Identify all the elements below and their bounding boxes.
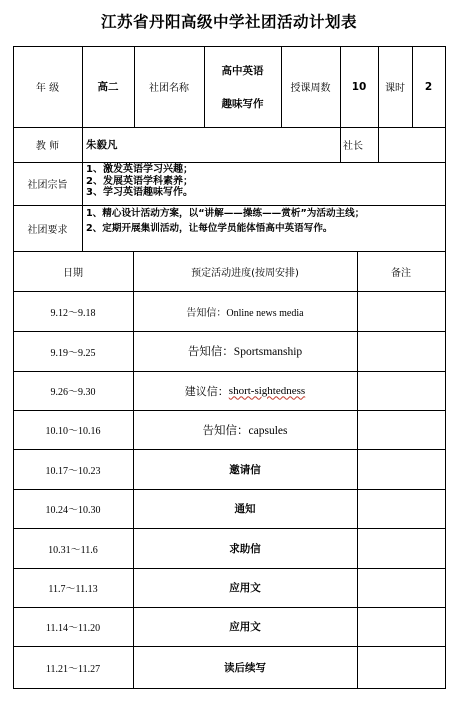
schedule-row-date: 9.26～9.30 bbox=[50, 387, 96, 398]
schedule-row-date: 11.21～11.27 bbox=[45, 663, 101, 675]
schedule-row-activity: 邀请信 bbox=[229, 463, 261, 476]
purpose-label: 社团宗旨 bbox=[27, 180, 68, 191]
schedule-row-date: 10.17～10.23 bbox=[45, 465, 101, 477]
schedule-row-note bbox=[357, 568, 445, 607]
requirements-list bbox=[86, 205, 444, 251]
schedule-row-date: 11.14～11.20 bbox=[45, 623, 101, 634]
schedule-row-date: 10.31～11.6 bbox=[48, 544, 98, 556]
teacher-value: 朱毅凡 bbox=[86, 139, 118, 151]
schedule-row-note bbox=[357, 607, 445, 646]
purpose-list bbox=[86, 162, 442, 205]
leader-label: 社长 bbox=[343, 141, 363, 152]
club-name-label: 社团名称 bbox=[149, 83, 189, 94]
schedule-header-date: 日期 bbox=[63, 267, 83, 279]
schedule-row-note bbox=[357, 291, 445, 331]
schedule-row-activity: 求助信 bbox=[229, 542, 261, 555]
purpose-item: 2、发展英语学科素养； bbox=[86, 175, 193, 187]
leader-value bbox=[378, 127, 445, 162]
schedule-row-activity bbox=[133, 371, 357, 410]
schedule-row-date: 10.24～10.30 bbox=[45, 505, 101, 516]
club-name-line2: 趣味写作 bbox=[221, 97, 264, 110]
schedule-row-note bbox=[357, 331, 445, 371]
activity-word: short-sightedness bbox=[228, 384, 306, 397]
grade-label: 年 级 bbox=[35, 83, 60, 94]
club-name-line1: 高中英语 bbox=[221, 64, 264, 77]
schedule-row-activity: 通知 bbox=[234, 503, 256, 515]
schedule-row-activity: 告知信：Online news media bbox=[186, 307, 304, 319]
schedule-row-note bbox=[357, 449, 445, 489]
schedule-row-note bbox=[357, 646, 445, 688]
schedule-row-activity: 告知信：capsules bbox=[202, 424, 288, 437]
page-title: 江苏省丹阳高级中学社团活动计划表 bbox=[100, 13, 357, 31]
schedule-row-note bbox=[357, 489, 445, 528]
schedule-header-note: 备注 bbox=[391, 267, 411, 279]
purpose-item: 1、激发英语学习兴趣； bbox=[86, 164, 193, 175]
hours-label: 课时 bbox=[385, 83, 405, 94]
schedule-row-note bbox=[357, 410, 445, 449]
weeks-label: 授课周数 bbox=[290, 83, 331, 94]
schedule-row-date: 9.19～9.25 bbox=[50, 347, 96, 359]
schedule-row-activity: 读后续写 bbox=[224, 661, 266, 674]
schedule-row-date: 11.7～11.13 bbox=[48, 584, 98, 595]
schedule-row-note bbox=[357, 528, 445, 568]
schedule-row-activity: 告知信：Sportsmanship bbox=[187, 346, 303, 358]
schedule-row-activity: 应用文 bbox=[229, 582, 261, 594]
hours-value: 2 bbox=[424, 80, 433, 93]
weeks-value: 10 bbox=[351, 80, 367, 93]
schedule-row-date: 10.10～10.16 bbox=[45, 426, 101, 437]
requirements-item: 2、定期开展集训活动，让每位学员能体悟高中英语写作。 bbox=[86, 223, 333, 234]
schedule-header-activity: 预定活动进度(按周安排) bbox=[191, 267, 299, 279]
requirements-label: 社团要求 bbox=[27, 224, 68, 236]
schedule-row-date: 9.12～9.18 bbox=[50, 307, 96, 319]
activity-prefix: 建议信： bbox=[184, 385, 229, 398]
grade-value: 高二 bbox=[97, 81, 119, 93]
schedule-row-note bbox=[357, 371, 445, 410]
requirements-item: 1、精心设计活动方案，以“讲解——操练——赏析”为活动主线； bbox=[86, 208, 365, 219]
purpose-item: 3、学习英语趣味写作。 bbox=[86, 187, 193, 198]
schedule-row-activity: 应用文 bbox=[229, 621, 261, 633]
club-name-value bbox=[204, 46, 281, 127]
teacher-label: 教 师 bbox=[35, 141, 60, 152]
